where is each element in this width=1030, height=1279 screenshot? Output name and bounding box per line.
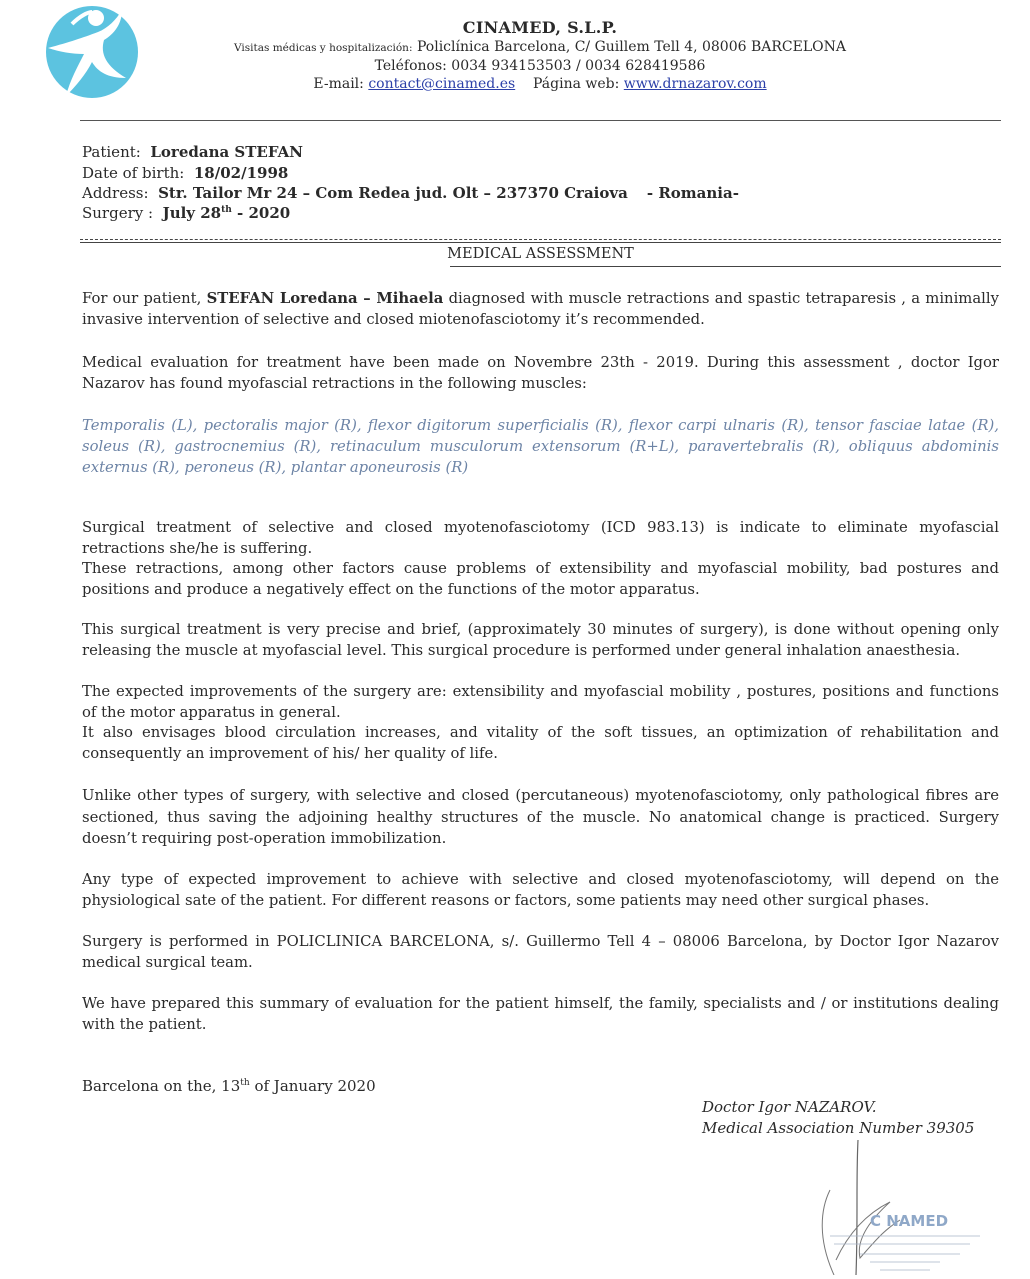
clinic-line (200, 39, 880, 55)
surgery-date: July 28th - 2020 (162, 204, 291, 222)
web-label: Página web: (533, 76, 620, 92)
paragraph-intro: For our patient, STEFAN Loredana – Mihaela diagnosed with muscle retractions and spastic tetraparesis , a minimally invasive intervention of selective and closed miotenofasciotomy it’s recommended. (82, 290, 999, 328)
dob-row (82, 164, 288, 182)
section-top-rule-2 (80, 242, 1001, 243)
email-link[interactable]: contact@cinamed.es (368, 76, 516, 92)
stamp-brand: C NAMED (870, 1212, 949, 1230)
section-top-rule (80, 239, 1001, 240)
address-country: - Romania- (646, 184, 739, 202)
dob-value: 18/02/1998 (193, 164, 289, 182)
company-name: CINAMED, S.L.P. (462, 18, 618, 37)
paragraph-comparison: Unlike other types of surgery, with selective and closed (percutaneous) myotenofasciotomy, only pathological fibres are sectioned, thus saving the adjoining healthy structures of the muscle. No anatomical change is practiced. Surgery doesn’t requiring post-operation immobilization. (82, 787, 999, 847)
phones: Teléfonos: 0034 934153503 / 0034 628419586 (374, 58, 706, 74)
paragraph-evaluation: Medical evaluation for treatment have been made on Novembre 23th - 2019. During this assessment , doctor Igor Nazarov has found myofascial retractions in the following muscles: (82, 354, 999, 392)
association-number: Medical Association Number 39305 (702, 1119, 975, 1137)
paragraph-location: Surgery is performed in POLICLINICA BARCELONA, s/. Guillermo Tell 4 – 08006 Barcelona, by Doctor Igor Nazarov medical surgical team. (82, 933, 999, 971)
paragraph-expectations: Any type of expected improvement to achieve with selective and closed myotenofasciotomy, will depend on the physiological sate of the patient. For different reasons or factors, some patients may need other surgical phases. (82, 871, 999, 909)
place-date: Barcelona on the, 13th of January 2020 (82, 1077, 376, 1095)
address-label: Address: (82, 184, 149, 202)
cinamed-logo (42, 2, 142, 102)
web-link[interactable]: www.drnazarov.com (623, 76, 767, 92)
visits-label: Visitas médicas y hospitalización: (233, 42, 413, 54)
email-label: E-mail: (313, 76, 364, 92)
section-title: MEDICAL ASSESSMENT (447, 246, 634, 262)
paragraph-procedure: This surgical treatment is very precise and brief, (approximately 30 minutes of surgery), is done without opening only releasing the muscle at myofascial level. This surgical procedure is performed under general inhalation anaesthesia. (82, 621, 999, 659)
section-bottom-rule (450, 266, 1001, 267)
signature-stamp (800, 1140, 1000, 1275)
patient-name: Loredana STEFAN (150, 143, 303, 161)
patient-full-name: STEFAN Loredana – Mihaela (206, 290, 444, 307)
doctor-name: Doctor Igor NAZAROV. (702, 1098, 877, 1116)
address-value: Str. Tailor Mr 24 – Com Redea jud. Olt – 237370 Craiova (158, 184, 628, 202)
address-row (82, 184, 739, 202)
paragraph-treatment: Surgical treatment of selective and closed myotenofasciotomy (ICD 983.13) is indicate to eliminate myofascial retractions she/he is suffering. These retractions, among other factors cause problems of extensibility and myofascial mobility, bad postures and positions and produce a negatively effect on the functions of the motor apparatus. (82, 519, 999, 598)
header-divider (80, 120, 1001, 121)
patient-label: Patient: (82, 143, 141, 161)
clinic-address: Policlínica Barcelona, C/ Guillem Tell 4, 08006 BARCELONA (416, 39, 846, 55)
muscle-list: Temporalis (L), pectoralis major (R), flexor digitorum superficialis (R), flexor carpi ulnaris (R), tensor fasciae latae (R), soleus (R), gastrocnemius (R), retinaculum musculorum extensorum (R+L), paravertebralis (R), obliquus abdominis externus (R), peroneus (R), plantar aponeurosis (R) (82, 417, 999, 476)
contact-line (200, 76, 880, 92)
paragraph-summary: We have prepared this summary of evaluation for the patient himself, the family, specialists and / or institutions dealing with the patient. (82, 995, 999, 1033)
surgery-label: Surgery : (82, 204, 154, 222)
paragraph-improvements: The expected improvements of the surgery are: extensibility and myofascial mobility , postures, positions and functions of the motor apparatus in general. It also envisages blood circulation increases, and vitality of the soft tissues, an optimization of rehabilitation and consequently an improvement of his/ her quality of life. (82, 683, 999, 762)
dob-label: Date of birth: (82, 164, 185, 182)
surgery-row (82, 204, 290, 222)
patient-name-row (82, 143, 303, 161)
